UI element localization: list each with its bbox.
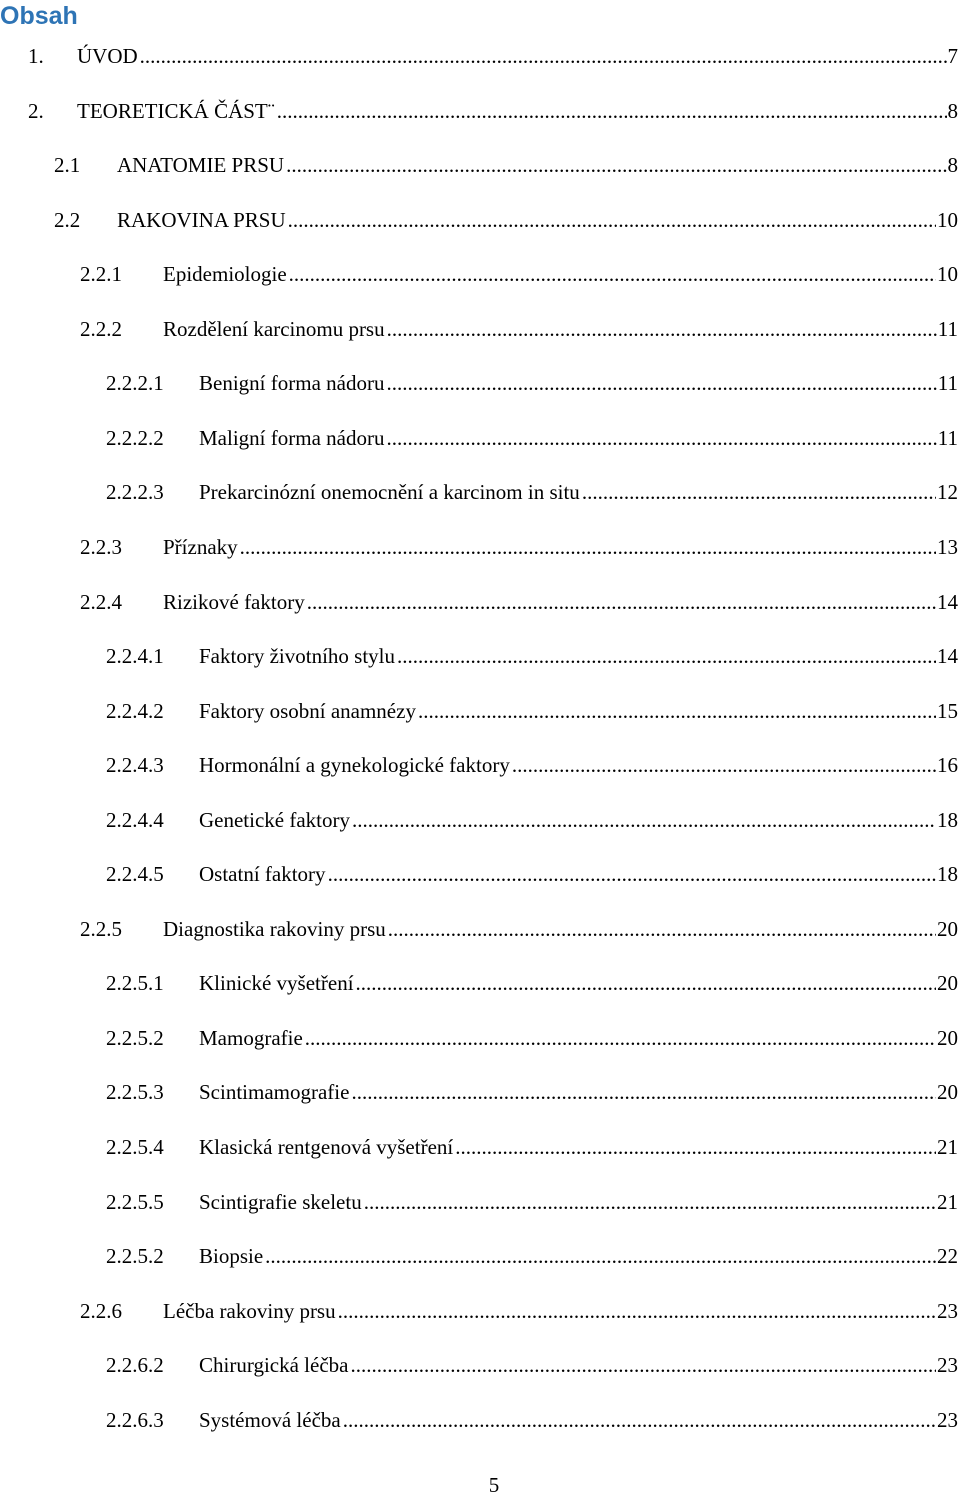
toc-entry-page: 21 xyxy=(937,1190,958,1214)
toc-entry-title: ANATOMIE PRSU xyxy=(117,153,285,177)
toc-entry[interactable] xyxy=(80,1296,958,1326)
toc-dot-leader xyxy=(386,368,936,398)
toc-dot-leader xyxy=(277,96,947,126)
toc-dot-leader xyxy=(288,205,936,235)
toc-entry[interactable] xyxy=(106,1187,958,1217)
toc-entry[interactable] xyxy=(80,314,958,344)
toc-entry-page: 20 xyxy=(937,1026,958,1050)
toc-entry-title: Ostatní faktory xyxy=(199,862,326,886)
toc-entry-title: Hormonální a gynekologické faktory xyxy=(199,753,510,777)
toc-entry-number: 2.2.4 xyxy=(80,590,122,614)
toc-entry-title: Systémová léčba xyxy=(199,1408,341,1432)
toc-entry-page: 14 xyxy=(937,644,958,668)
toc-dot-leader xyxy=(388,914,936,944)
toc-entry[interactable] xyxy=(80,587,958,617)
toc-entry-number: 2.2.2.3 xyxy=(106,480,164,504)
toc-entry-page: 14 xyxy=(937,590,958,614)
toc-entry-page: 12 xyxy=(937,480,958,504)
toc-dot-leader xyxy=(338,1296,936,1326)
toc-entry-page: 8 xyxy=(947,153,958,177)
toc-entry-number: 2.2.5.4 xyxy=(106,1135,164,1159)
toc-entry[interactable] xyxy=(80,914,958,944)
toc-entry-title: Scintimamografie xyxy=(199,1080,350,1104)
toc-entry-number: 2.2.4.4 xyxy=(106,808,164,832)
toc-dot-leader xyxy=(512,750,936,780)
toc-entry-page: 18 xyxy=(937,808,958,832)
toc-title: Obsah xyxy=(0,2,78,30)
toc-entry-number: 2.2.4.1 xyxy=(106,644,164,668)
toc-entry-page: 7 xyxy=(947,44,958,68)
toc-entry-number: 2.2.5.2 xyxy=(106,1244,164,1268)
toc-entry-page: 20 xyxy=(937,1080,958,1104)
toc-entry-number: 1. xyxy=(28,44,44,68)
toc-entry-page: 23 xyxy=(937,1299,958,1323)
page-number: 5 xyxy=(488,1473,500,1497)
toc-entry-page: 10 xyxy=(937,262,958,286)
toc-entry-title: Scintigrafie skeletu xyxy=(199,1190,362,1214)
toc-entry-page: 11 xyxy=(937,317,958,341)
toc-dot-leader xyxy=(418,696,936,726)
toc-entry-page: 16 xyxy=(937,753,958,777)
toc-entry-number: 2.2.4.5 xyxy=(106,862,164,886)
toc-entry-page: 8 xyxy=(947,99,958,123)
toc-dot-leader xyxy=(352,805,936,835)
toc-entry[interactable] xyxy=(106,423,958,453)
toc-entry[interactable] xyxy=(106,968,958,998)
toc-entry-number: 2.2 xyxy=(54,208,81,232)
toc-entry-title: Prekarcinózní onemocnění a karcinom in situ xyxy=(199,480,580,504)
toc-entry-title: Diagnostika rakoviny prsu xyxy=(163,917,386,941)
toc-dot-leader xyxy=(350,1350,936,1380)
toc-entry-page: 23 xyxy=(937,1408,958,1432)
toc-entry-title: Epidemiologie xyxy=(163,262,287,286)
toc-entry-title: Faktory osobní anamnézy xyxy=(199,699,416,723)
toc-dot-leader xyxy=(351,1077,936,1107)
toc-entry[interactable] xyxy=(54,205,958,235)
toc-dot-leader xyxy=(343,1405,936,1435)
toc-entry-page: 20 xyxy=(937,971,958,995)
toc-entry[interactable] xyxy=(80,259,958,289)
toc-entry-title: Klasická rentgenová vyšetření xyxy=(199,1135,454,1159)
toc-entry-title: ÚVOD xyxy=(77,44,138,68)
toc-entry-number: 2. xyxy=(28,99,44,123)
toc-entry-page: 11 xyxy=(937,426,958,450)
toc-entry-number: 2.2.2.1 xyxy=(106,371,164,395)
toc-entry-number: 2.2.2 xyxy=(80,317,122,341)
toc-entry[interactable] xyxy=(28,96,958,126)
toc-entry-number: 2.2.3 xyxy=(80,535,122,559)
toc-entry[interactable] xyxy=(106,1023,958,1053)
toc-dot-leader xyxy=(582,477,936,507)
toc-entry-number: 2.2.5.2 xyxy=(106,1026,164,1050)
toc-entry[interactable] xyxy=(106,1077,958,1107)
toc-entry-number: 2.2.4.3 xyxy=(106,753,164,777)
toc-entry-title: Příznaky xyxy=(163,535,238,559)
toc-entry[interactable] xyxy=(106,1405,958,1435)
toc-entry-page: 20 xyxy=(937,917,958,941)
toc-entry[interactable] xyxy=(106,1350,958,1380)
toc-dot-leader xyxy=(386,423,936,453)
toc-entry-number: 2.1 xyxy=(54,153,81,177)
toc-entry-number: 2.2.1 xyxy=(80,262,122,286)
toc-entry[interactable] xyxy=(106,368,958,398)
toc-entry-title: Mamografie xyxy=(199,1026,303,1050)
toc-entry-number: 2.2.5 xyxy=(80,917,122,941)
toc-entry-page: 23 xyxy=(937,1353,958,1377)
toc-entry-number: 2.2.6 xyxy=(80,1299,122,1323)
toc-entry[interactable] xyxy=(28,41,958,71)
toc-entry-title: Faktory životního stylu xyxy=(199,644,395,668)
toc-entry-title: RAKOVINA PRSU xyxy=(117,208,286,232)
toc-entry[interactable] xyxy=(106,859,958,889)
toc-dot-leader xyxy=(140,41,947,71)
toc-entry-number: 2.2.2.2 xyxy=(106,426,164,450)
toc-entry-title: Rizikové faktory xyxy=(163,590,305,614)
toc-dot-leader xyxy=(305,1023,936,1053)
toc-entry-title: Genetické faktory xyxy=(199,808,351,832)
toc-entry-number: 2.2.6.2 xyxy=(106,1353,164,1377)
toc-entry[interactable] xyxy=(106,1241,958,1271)
toc-entry-page: 15 xyxy=(937,699,958,723)
toc-entry-title: Benigní forma nádoru xyxy=(199,371,385,395)
toc-entry[interactable] xyxy=(106,477,958,507)
toc-dot-leader xyxy=(265,1241,936,1271)
toc-dot-leader xyxy=(397,641,936,671)
toc-entry-page: 22 xyxy=(937,1244,958,1268)
toc-entry[interactable] xyxy=(106,696,958,726)
toc-entry-number: 2.2.4.2 xyxy=(106,699,164,723)
toc-dot-leader xyxy=(286,150,946,180)
toc-entry-number: 2.2.5.3 xyxy=(106,1080,164,1104)
toc-dot-leader xyxy=(455,1132,936,1162)
toc-entry-title: Léčba rakoviny prsu xyxy=(163,1299,336,1323)
toc-entry-number: 2.2.5.1 xyxy=(106,971,164,995)
toc-entry[interactable] xyxy=(106,805,958,835)
toc-entry-page: 21 xyxy=(937,1135,958,1159)
toc-dot-leader xyxy=(356,968,936,998)
toc-dot-leader xyxy=(289,259,936,289)
toc-entry-page: 18 xyxy=(937,862,958,886)
toc-entry-number: 2.2.6.3 xyxy=(106,1408,164,1432)
toc-entry-title: Chirurgická léčba xyxy=(199,1353,349,1377)
toc-entry-number: 2.2.5.5 xyxy=(106,1190,164,1214)
toc-dot-leader xyxy=(328,859,936,889)
toc-entry[interactable] xyxy=(80,532,958,562)
toc-entry-title: Klinické vyšetření xyxy=(199,971,354,995)
toc-entry[interactable] xyxy=(106,641,958,671)
toc-dot-leader xyxy=(364,1187,936,1217)
toc-entry-title: TEORETICKÁ ČÁST¨ xyxy=(77,99,275,123)
toc-entry-page: 13 xyxy=(937,535,958,559)
toc-entry-page: 11 xyxy=(937,371,958,395)
toc-entry[interactable] xyxy=(106,750,958,780)
toc-entry-title: Biopsie xyxy=(199,1244,264,1268)
toc-entry-title: Rozdělení karcinomu prsu xyxy=(163,317,385,341)
toc-entry[interactable] xyxy=(106,1132,958,1162)
toc-entry-page: 10 xyxy=(937,208,958,232)
toc-dot-leader xyxy=(307,587,936,617)
toc-entry-title: Maligní forma nádoru xyxy=(199,426,385,450)
toc-dot-leader xyxy=(387,314,937,344)
toc-entry[interactable] xyxy=(54,150,958,180)
toc-dot-leader xyxy=(240,532,936,562)
